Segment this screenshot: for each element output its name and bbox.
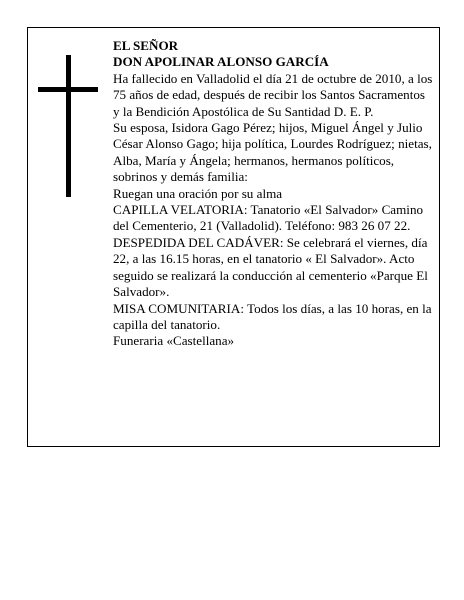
farewell-info: DESPEDIDA DEL CADÁVER: Se celebrará el viernes, día 22, a las 16.15 horas, en el tanatorio « El Salvador». Acto seguido se realizará la conducción al cementerio «Parque El Salvador». — [113, 234, 428, 300]
title-line-2: DON APOLINAR ALONSO GARCÍA — [113, 54, 329, 70]
title-line-1: EL SEÑOR — [113, 38, 179, 53]
prayer-request: Ruegan una oración por su alma — [113, 185, 283, 201]
death-announcement: Ha fallecido en Valladolid el día 21 de octubre de 2010, a los 75 años de edad, después de recibir los Santos Sacramentos y la Bendición Apostólica de Su Santidad D. E. P. — [113, 70, 433, 119]
wake-chapel-info: CAPILLA VELATORIA: Tanatorio «El Salvador» Camino del Cementerio, 21 (Valladolid). Teléfono: 983 26 07 22. — [113, 202, 424, 234]
obituary-text — [113, 38, 433, 350]
cross-vertical-bar — [66, 55, 71, 197]
latin-cross-icon — [38, 55, 98, 197]
cross-horizontal-bar — [38, 87, 98, 92]
family-list: Su esposa, Isidora Gago Pérez; hijos, Miguel Ángel y Julio César Alonso Gago; hija política, Lourdes Rodríguez; nietas, Alba, María y Ángela; hermanos, hermanos políticos, sobrinos y demás familia: — [113, 120, 432, 185]
funeral-home: Funeraria «Castellana» — [113, 333, 235, 349]
mass-info: MISA COMUNITARIA: Todos los días, a las 10 horas, en la capilla del tanatorio. — [113, 300, 432, 332]
